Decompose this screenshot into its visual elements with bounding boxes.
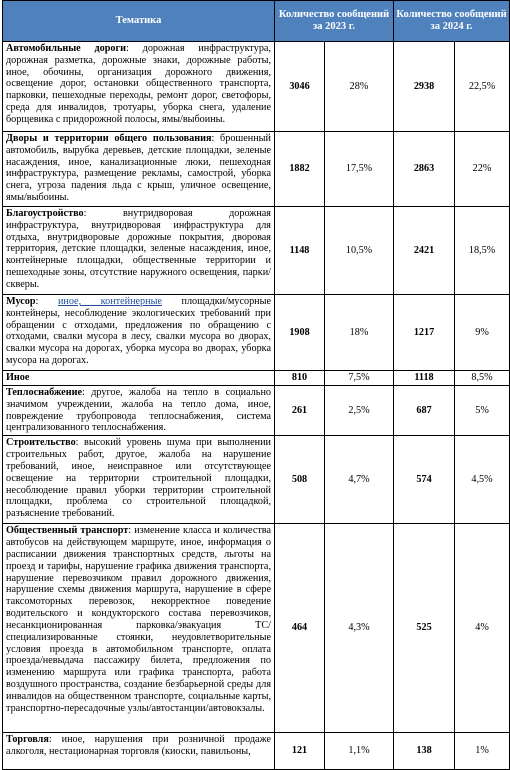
header-topic: Тематика — [3, 1, 275, 42]
topic-cell: Мусор: иное, контейнерные площадки/мусорные контейнеры, несоблюдение экологических требований при обращении с отходами, предложения по обращению с отходами, свалки мусора в лесу, свалки мусора во дворах, свалки мусора на дорогах, уборка мусора во дворах, уборка мусора на дорогах. — [3, 295, 275, 371]
table-row — [3, 132, 510, 207]
share-2023: 18% — [325, 295, 394, 371]
count-2023: 1148 — [275, 207, 325, 295]
topic-cell — [3, 733, 275, 770]
topic-label: Торговля — [6, 734, 49, 746]
count-2024: 2938 — [394, 42, 455, 132]
topic-text: : изменение класса и количества автобусов на действующем маршруте, иное, информация о расписании движения транспортных средств, льготы на проезд и тарифы, нарушение графика движения транспорта, нарушение перевозчиком правил дорожного движения, нарушение схемы движения маршрута, нарушение в сфере таксомоторных перевозок, некорректное поведение водительского и кондукторского состава перевозчиков, несанкционированная парковка/эвакуация ТС/специализированные стоянки, неудовлетворительные условия проезда в автомобильном транспорте, оплата проезда/невыдача пассажиру билета, предложения по изменению маршрута или графика транспорта, работа воздушного пространства, создание безбарьерной среды для инвалидов на общественном транспорте, социальные карты, транспортно-пересадочные узлы/автостанции/автовокзалы. — [6, 525, 271, 714]
share-2024: 18,5% — [455, 207, 510, 295]
share-2023: 4,7% — [325, 436, 394, 524]
share-2023: 7,5% — [325, 371, 394, 386]
topic-cell — [3, 132, 275, 207]
count-2024: 1217 — [394, 295, 455, 371]
count-2023: 810 — [275, 371, 325, 386]
count-2024: 525 — [394, 524, 455, 733]
topic-text: : высокий уровень шума при выполнении строительных работ, другое, жалоба на нарушение требований, иное, неисправное или отсутствующее освещение на территории строительной площадки, несоблюдение правил уборки территории строительной площадки, проблема со строительной площадкой, разъяснение требований. — [6, 437, 271, 520]
share-2024: 8,5% — [455, 371, 510, 386]
table-row — [3, 524, 510, 733]
topic-label: Теплоснабжение — [6, 387, 82, 398]
header-count-2023: Количество сообщений за 2023 г. — [275, 1, 394, 42]
share-2024: 1% — [455, 733, 510, 770]
share-2024: 9% — [455, 295, 510, 371]
share-2024: 22% — [455, 132, 510, 207]
topic-label: Общественный транспорт — [6, 525, 129, 537]
share-2024: 22,5% — [455, 42, 510, 132]
table-row — [3, 733, 510, 770]
share-2023: 4,3% — [325, 524, 394, 733]
count-2023: 121 — [275, 733, 325, 770]
topic-cell — [3, 436, 275, 524]
share-2024: 4% — [455, 524, 510, 733]
topic-text: : внутридворовая дорожная инфраструктура, внутридворовая инфраструктура для отдыха, внутридворовые дорожные покрытия, дворовая территория, детские площадки, зеленые насаждения, иное, контейнерные площадки, общественные территории и пешеходные зоны, отсутствие наружного освещения, парки/скверы. — [6, 208, 271, 290]
count-2023: 3046 — [275, 42, 325, 132]
count-2023: 261 — [275, 386, 325, 436]
appeals-table — [2, 0, 510, 770]
table-row — [3, 207, 510, 295]
count-2023: 1908 — [275, 295, 325, 371]
topic-label: Мусор — [6, 296, 36, 307]
topic-cell — [3, 42, 275, 132]
topic-text: площадки/мусорные контейнеры, несоблюдение экологических требований при обращении с отходами, предложения по обращению с отходами, свалки мусора в лесу, свалки мусора во дворах, свалки мусора на дорогах, уборка мусора во дворах, уборка мусора на дорогах. — [6, 296, 271, 367]
share-2023: 10,5% — [325, 207, 394, 295]
topic-text: : иное, нарушения при розничной продаже алкоголя, нестационарная торговля (киоски, павильоны, — [6, 734, 271, 758]
share-2024: 4,5% — [455, 436, 510, 524]
topic-text: : дорожная инфраструктура, дорожная разметка, дорожные знаки, дорожные работы, иное, обочины, организация дорожного движения, освещение дорог, остановки общественного транспорта, парковки, пешеходные переходы, ремонт дорог, светофоры, среда для инвалидов, тротуары, уборка снега, удаление борщевика с придорожной полосы, ямы/выбоины. — [6, 43, 272, 125]
topic-label: Автомобильные дороги — [6, 43, 126, 54]
header-count-2024: Количество сообщений за 2024 г. — [394, 1, 510, 42]
count-2024: 2421 — [394, 207, 455, 295]
share-2023: 1,1% — [325, 733, 394, 770]
topic-cell — [3, 386, 275, 436]
share-2023: 17,5% — [325, 132, 394, 207]
share-2023: 28% — [325, 42, 394, 132]
count-2023: 464 — [275, 524, 325, 733]
share-2023: 2,5% — [325, 386, 394, 436]
topic-label: Благоустройство — [6, 208, 84, 219]
table-row — [3, 42, 510, 132]
topic-label: Дворы и территории общего пользования — [6, 133, 212, 144]
count-2024: 2863 — [394, 132, 455, 207]
table-row — [3, 371, 510, 386]
count-2024: 574 — [394, 436, 455, 524]
topic-cell — [3, 524, 275, 733]
count-2024: 138 — [394, 733, 455, 770]
table-row — [3, 295, 510, 371]
topic-cell — [3, 371, 275, 386]
topic-cell — [3, 207, 275, 295]
share-2024: 5% — [455, 386, 510, 436]
table-row — [3, 436, 510, 524]
topic-link[interactable]: иное, контейнерные — [57, 296, 162, 307]
count-2023: 1882 — [275, 132, 325, 207]
topic-text: : другое, жалоба на тепло в социально значимом учреждении, жалоба на тепло дома, иное, повреждение трубопровода теплоснабжения, система централизованного теплоснабжения. — [6, 387, 271, 434]
table-header-row — [3, 1, 510, 42]
topic-text: : брошенный автомобиль, вырубка деревьев, детские площадки, зеленые насаждения, иное, канализационные люки, пешеходная инфраструктура, размещение рекламы, самострой, уборка снега, угроза падения льда с крыш, уличное освещение, ямы/выбоины. — [6, 133, 271, 204]
topic-label: Иное — [6, 372, 30, 383]
topic-label: Строительство — [6, 437, 76, 449]
table-row — [3, 386, 510, 436]
count-2024: 687 — [394, 386, 455, 436]
count-2024: 1118 — [394, 371, 455, 386]
count-2023: 508 — [275, 436, 325, 524]
